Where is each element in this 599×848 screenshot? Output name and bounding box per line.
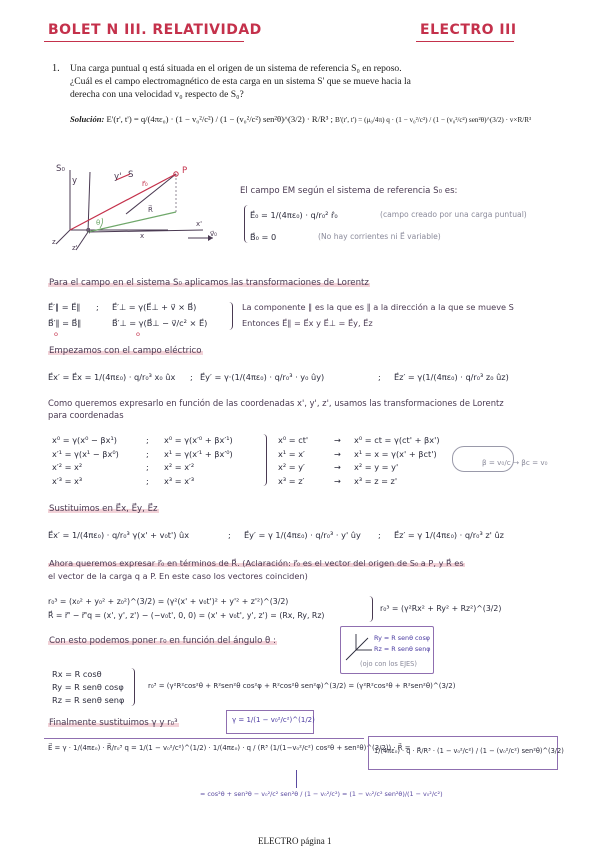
section2-sep: ; [96,302,99,312]
diagram-label-r0: r⃗₀ [142,180,148,188]
final-substitution: = cos²θ + sen²θ − v₀²/c² sen²θ / (1 − v₀²/c²) = (1 − v₀²/c² sen²θ)/(1 − v₀²/c²) [200,790,443,798]
solution-e-formula: E'(r', t') = q/(4πε₀) · (1 − v₀²/c²) / (1 − (v₀²/c²) sen²θ)^(3/2) · R/R³ [106,114,329,124]
section2-note-1: La componente ∥ es la que es ∥ a la dirección a la que se mueve S [242,302,514,312]
lorentz-sep: ; [146,448,149,459]
solution-line [70,114,531,124]
section5-sep: ; [228,530,231,540]
section3-ey: E⃗y′ = γ·(1/(4πε₀) · q/r₀³ · y₀ ûy) [200,372,325,382]
diagram-label-y1: y' [114,172,122,182]
final-result: 1/(4πε₀) · q · R⃗/R³ · (1 − v₀²/c²) / (1 − (v₀²/c²) sen²θ)^(3/2) [374,747,564,755]
section2-zero-mark: o [136,330,140,338]
section6-r-vector: R⃗ = r⃗' − r⃗'q = (x', y', z') − (−v₀t', 0, 0) = (x' + v₀t', y', z') = (Rx, Ry, Rz) [48,611,325,620]
lorentz-arrow: → [334,475,341,486]
section1-b-note: (No hay corrientes ni E⃗ variable) [318,232,441,241]
lorentz-row: x′² = x² [52,462,83,472]
section5-ey: E⃗y′ = γ 1/(4πε₀) · q/r₀³ · y' ûy [244,530,361,540]
lorentz-row: x² = y′ [278,462,305,472]
lorentz-arrow: → [334,462,341,472]
section5-title [48,504,159,514]
final-derivation: E⃗ = γ · 1/(4πε₀) · R⃗/r₀³ q = 1/(1 − v₀²/c²)^(1/2) · 1/(4πε₀) · q / (R³ (1/(1−v₀²/c²) cos²θ + sen²θ)^(3/2)) · R⃗ = [48,744,411,752]
lorentz-row: x¹ = x = γ(x' + βct') [354,448,437,459]
header-underline-right [416,41,514,42]
lorentz-sep: ; [146,435,149,445]
solution-separator: ; [330,114,333,124]
lorentz-col-a [52,434,119,488]
lorentz-row: x³ = z = z' [354,475,398,486]
section7-title-text: Con esto podemos poner r₀ en función del ángulo θ : [49,636,276,646]
section6-r0-final: r₀³ = (γ²Rx² + Ry² + Rz²)^(3/2) [380,604,502,613]
diagram-label-x: x [140,232,145,240]
section2-brace [226,302,233,330]
problem-line: Una carga puntual q está situada en el origen de un sistema de referencia S₀ en reposo. [70,63,402,74]
problem-line: derecha con una velocidad v₀ respecto de S₀? [70,89,244,100]
lorentz-col-d [354,434,440,488]
section5-ex: E⃗x′ = 1/(4πε₀) · q/r₀³ γ(x' + v₀t') ûx [48,530,190,540]
component-rx: Rx = R cosθ [52,669,102,679]
substitution-pointer [296,770,297,788]
final-top-line [44,738,364,739]
section3-ez: E⃗z′ = γ(1/(4πε₀) · q/r₀³ z₀ ûz) [394,372,509,382]
lorentz-row: x³ = z′ [278,475,305,486]
section1-e-field: E⃗₀ = 1/(4πε₀) · q/r₀² r̂₀ [250,210,338,220]
box-rz: Rz = R senθ senφ [374,645,431,653]
lorentz-row: x⁰ = γ(x′⁰ + βx′¹) [164,435,233,445]
section1-b-field: B⃗₀ = 0 [250,232,277,242]
section2-note-2: Entonces E⃗∥ = E⃗x y E⃗⊥ = E⃗y, E⃗z [242,318,373,328]
lorentz-row: x² = x′² [164,462,195,472]
section2-zero-mark: o [54,330,58,338]
section5-ez: E⃗z′ = γ 1/(4πε₀) · q/r₀³ z' ûz [394,530,504,540]
lorentz-row: x³ = x′³ [164,475,195,486]
gamma-definition: γ = 1/(1 − v₀²/c²)^(1/2) [232,716,315,724]
section4-line-2: para coordenadas [48,410,124,420]
lorentz-arrow-col [334,434,341,488]
solution-label: Solución: [70,114,105,124]
diagram-label-v: v⃗₀ [210,230,217,238]
lorentz-arrow: → [334,435,341,445]
lorentz-row: x⁰ = γ(x⁰ − βx¹) [52,435,117,445]
diagram-label-q: q [86,226,91,234]
box-ry: Ry = R senθ cosφ [374,634,430,642]
diagram-label-theta: θ [96,219,101,227]
lorentz-sep: ; [146,462,149,472]
section3-sep: ; [378,372,381,382]
lorentz-row: x′³ = x³ [52,475,83,486]
section7-title [48,636,277,646]
box-note: (ojo con los EJES) [360,660,417,668]
section6-brace [366,596,373,622]
component-ry: Ry = R senθ cosφ [52,682,124,692]
diagram-label-y: y [72,176,78,186]
section3-title [48,346,203,356]
problem-text [70,62,530,101]
section7-r0: r₀³ = (γ²R²cos²θ + R²sen²θ cos²φ + R²cos²θ sen²φ)^(3/2) = (γ²R²cos²θ + R²sen²θ)^(3/2) [148,682,456,690]
lorentz-row: x′¹ = γ(x¹ − βx⁰) [52,448,119,459]
section6-line-2: el vector de la carga q a P. En este caso los vectores coinciden) [48,571,308,581]
section8-title-text: Finalmente sustituimos γ y r₀³ [49,718,178,728]
lorentz-row: x² = y = y' [354,462,399,472]
solution-b-formula: B'(r', t') = (μ₀/4π) q · (1 − v₀²/c²) / (1 − (v₀²/c²) sen²θ)^(3/2) · v×R/R³ [335,116,532,124]
diagram-label-z: z [52,238,56,246]
section5-title-text: Sustituimos en E⃗x, E⃗y, E⃗z [49,504,158,514]
section5-sep: ; [378,530,381,540]
section3-title-text: Empezamos con el campo eléctrico [49,346,202,356]
diagram-label-x1: x' [196,220,203,228]
section2-eq-e-par: E⃗′∥ = E⃗∥ [48,302,81,312]
page-footer: ELECTRO página 1 [258,836,332,846]
lorentz-row: x¹ = x′ [278,448,305,459]
problem-line: ¿Cuál es el campo electromagnético de esta carga en un sistema S' que se mueve hacia la [70,76,411,87]
section7-components [52,668,124,707]
section6-line-1 [48,558,465,568]
diagram-label-r: R⃗ [148,206,153,214]
section2-title [48,278,370,288]
lorentz-sep: ; [146,475,149,486]
section4-line-1: Como queremos expresarlo en función de las coordenadas x', y', z', usamos las transformaciones de Lorentz [48,398,504,408]
lorentz-row: x⁰ = ct = γ(ct' + βx') [354,435,440,445]
lorentz-arrow: → [334,448,341,459]
lorentz-brace [260,434,267,486]
angle-axes-sketch [344,630,374,664]
header-right-title: ELECTRO III [420,22,517,38]
section1-e-note: (campo creado por una carga puntual) [380,210,527,219]
section6-line-1-text: Ahora queremos expresar r⃗₀ en términos de R⃗. (Aclaración: r⃗₀ es el vector del origen de S₀ a P, y R⃗ es [49,558,464,568]
header-underline-left [44,41,244,42]
section6-r0: r₀³ = (x₀² + y₀² + z₀²)^(3/2) = (γ²(x' + v₀t')² + y'² + z'²)^(3/2) [48,597,289,606]
lorentz-row: x⁰ = ct' [278,435,309,445]
section2-eq-e-perp: E⃗′⊥ = γ(E⃗⊥ + v⃗ × B⃗) [112,302,197,312]
section1-brace [244,205,251,243]
lorentz-sep-col [146,434,149,488]
lorentz-col-c [278,434,308,488]
diagram-label-z1: z' [72,244,78,252]
section2-eq-b-par: B⃗′∥ = B⃗∥ [48,318,82,328]
lorentz-col-b [164,434,233,488]
diagram-label-s0: S₀ [56,164,65,174]
lorentz-row: x¹ = γ(x′¹ + βx′⁰) [164,448,233,459]
beta-note: β = v₀/c → βc = v₀ [482,458,548,467]
section2-title-text: Para el campo en el sistema S₀ aplicamos las transformaciones de Lorentz [49,278,369,288]
section1-intro: El campo EM según el sistema de referencia S₀ es: [240,186,458,196]
section8-title [48,718,179,728]
header-left-title: BOLET N III. RELATIVIDAD [48,22,262,38]
diagram-label-p: P [182,166,188,176]
section2-eq-b-perp: B⃗′⊥ = γ(B⃗⊥ − v⃗/c² × E⃗) [112,318,208,328]
diagram-label-s: S [128,170,134,180]
component-rz: Rz = R senθ senφ [52,695,125,705]
section7-brace [128,668,135,706]
problem-number: 1. [52,63,60,74]
section3-ex: E⃗x′ = E⃗x = 1/(4πε₀) · q/r₀³ x₀ ûx [48,372,176,382]
section3-sep: ; [190,372,193,382]
